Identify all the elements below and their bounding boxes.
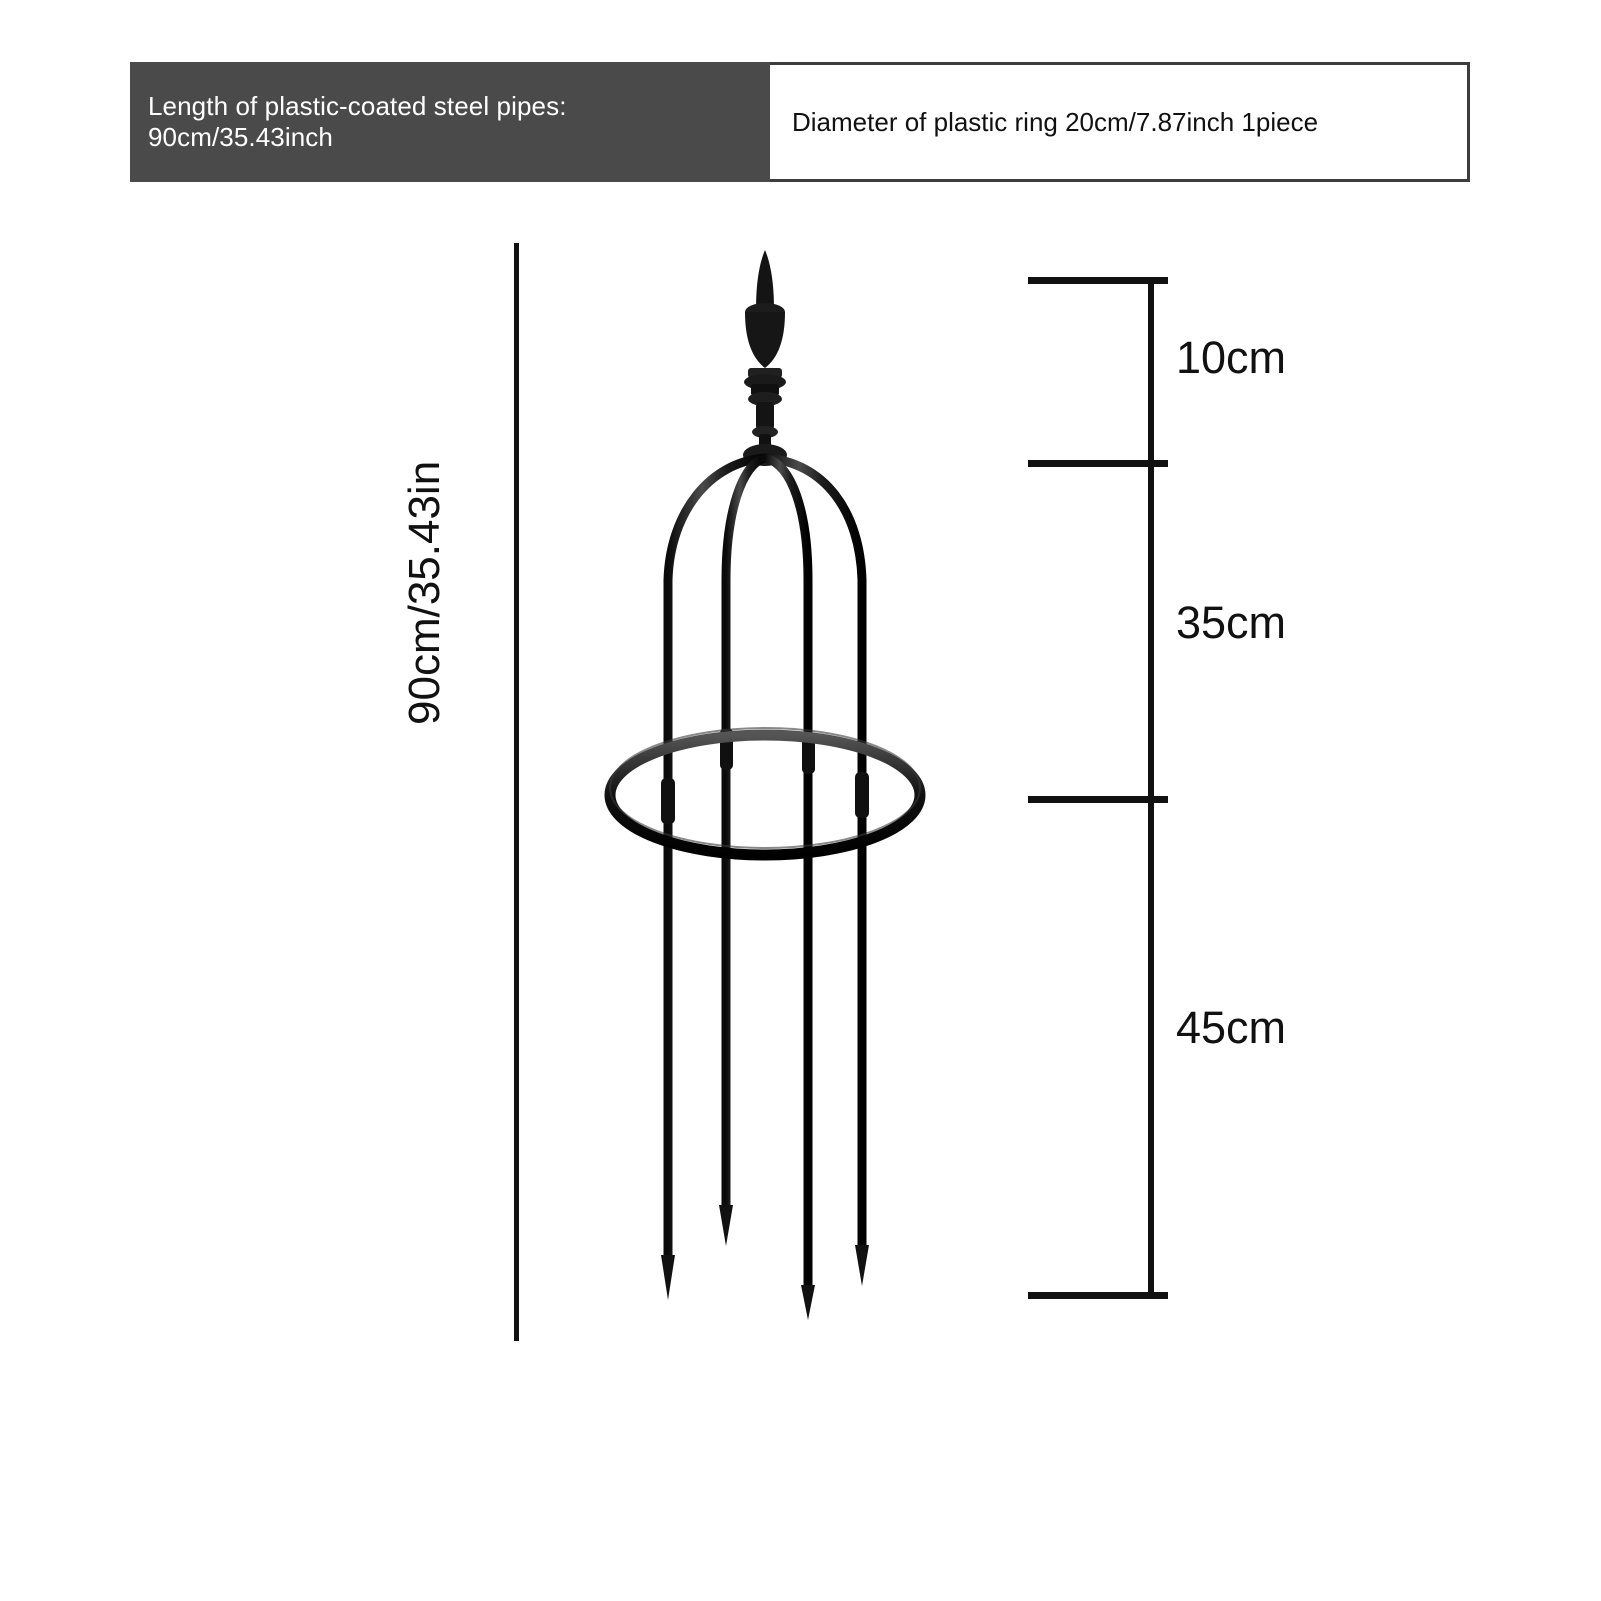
finial-ornament: [744, 250, 786, 452]
total-height-bracket: [514, 243, 519, 1341]
scale-rule: [1148, 277, 1154, 1299]
segment-label-35cm: 35cm: [1176, 597, 1287, 648]
total-height-label: 90cm/35.43in: [400, 460, 449, 725]
leg-4: [765, 458, 808, 1290]
support-ring: [610, 728, 920, 855]
trellis-illustration: [560, 250, 980, 1320]
segment-label-10cm: 10cm: [1176, 332, 1287, 383]
pipe-length-spec: Length of plastic-coated steel pipes: 90cm/35.43inch: [130, 62, 770, 182]
spec-bar: [130, 62, 1470, 182]
ring-diameter-spec: Diameter of plastic ring 20cm/7.87inch 1piece: [770, 62, 1470, 182]
leg-3: [726, 458, 765, 1210]
segment-label-45cm: 45cm: [1176, 1002, 1287, 1053]
tick-45cm: [1028, 796, 1168, 803]
ground-spikes: [661, 1205, 869, 1320]
tick-top: [1028, 277, 1168, 284]
tick-10cm: [1028, 460, 1168, 467]
tick-bottom: [1028, 1292, 1168, 1299]
